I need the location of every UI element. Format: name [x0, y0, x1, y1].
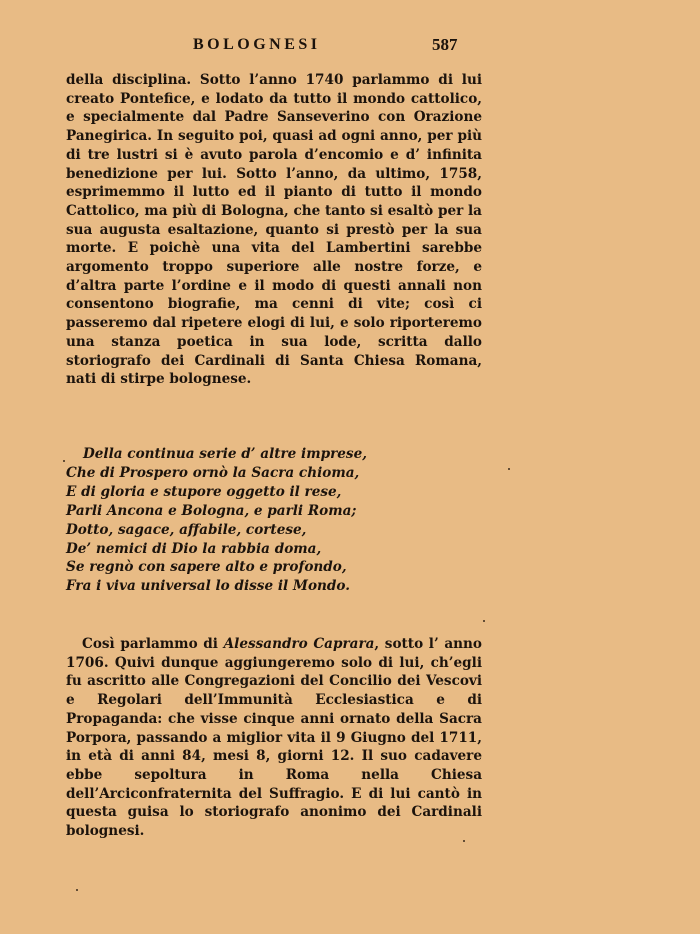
print-speck	[483, 620, 485, 622]
poem-line: Se regnò con sapere alto e profondo,	[66, 559, 347, 576]
poem-line: Dotto, sagace, affabile, cortese,	[66, 521, 307, 538]
poem-line: Che di Prospero ornò la Sacra chioma,	[66, 464, 360, 481]
poem-line: De’ nemici di Dio la rabbia doma,	[66, 540, 322, 557]
paragraph-text: della disciplina. Sotto l’anno 1740 parlammo di lui creato Pontefice, e lodato da tutto il mondo cattolico, e specialmente dal Padre Sanseverino con Orazione Panegirica. In seguito poi, quasi ad ogni anno, per più di tre lustri si è avuto parola d’encomio e d’ infinita benedizione per lui. Sotto l’anno, da ultimo, 1758, esprimemmo il lutto ed il pianto di tutto il mondo Cattolico, ma più di Bologna, che tanto si esaltò per la sua augusta esaltazione, quanto si prestò per la sua morte. E poichè una vita del Lambertini sarebbe argomento troppo superiore alle nostre forze, e d’altra parte l’ordine e il modo di questi annali non consentono biografie, ma cenni di vite; così ci passeremo dal ripetere elogi di lui, e solo riporteremo una stanza poetica in sua lode, scritta dallo storiografo dei Cardinali di Santa Chiesa Romana, nati di stirpe bolognese.	[66, 72, 482, 388]
page-number: 587	[432, 35, 458, 54]
poem-line: Della continua serie d’ altre imprese,	[83, 446, 367, 462]
paragraph-text	[66, 635, 482, 841]
paragraph-lead: Così parlammo di	[82, 636, 224, 652]
print-speck	[463, 840, 465, 842]
paragraph-lambertini	[66, 71, 482, 389]
paragraph-rest: , sotto l’ anno 1706. Quivi dunque aggiungeremo solo di lui, ch’egli fu ascritto alle Congregazioni del Concilio dei Vescovi e Regolari dell’Immunità Ecclesiastica e di Propaganda: che visse cinque anni ornato della Sacra Porpora, passando a miglior vita il 9 Giugno del 1711, in età di anni 84, mesi 8, giorni 12. Il suo cadavere ebbe sepoltura in Roma nella Chiesa dell’Arciconfraternita del Suffragio. E di lui cantò in questa guisa lo storiografo anonimo dei Cardinali bolognesi.	[66, 636, 482, 840]
running-title: BOLOGNESI	[193, 36, 321, 53]
print-speck	[63, 460, 65, 462]
poem-line: Parli Ancona e Bologna, e parli Roma;	[66, 502, 357, 519]
poem-line: Fra i viva universal lo disse il Mondo.	[66, 578, 350, 595]
poem-stanza	[66, 445, 486, 596]
print-speck	[508, 468, 510, 470]
cardinal-name: Alessandro Caprara	[223, 636, 375, 652]
paragraph-caprara	[66, 635, 482, 841]
print-speck	[76, 889, 78, 891]
poem-line: E di gloria e stupore oggetto il rese,	[66, 483, 342, 500]
